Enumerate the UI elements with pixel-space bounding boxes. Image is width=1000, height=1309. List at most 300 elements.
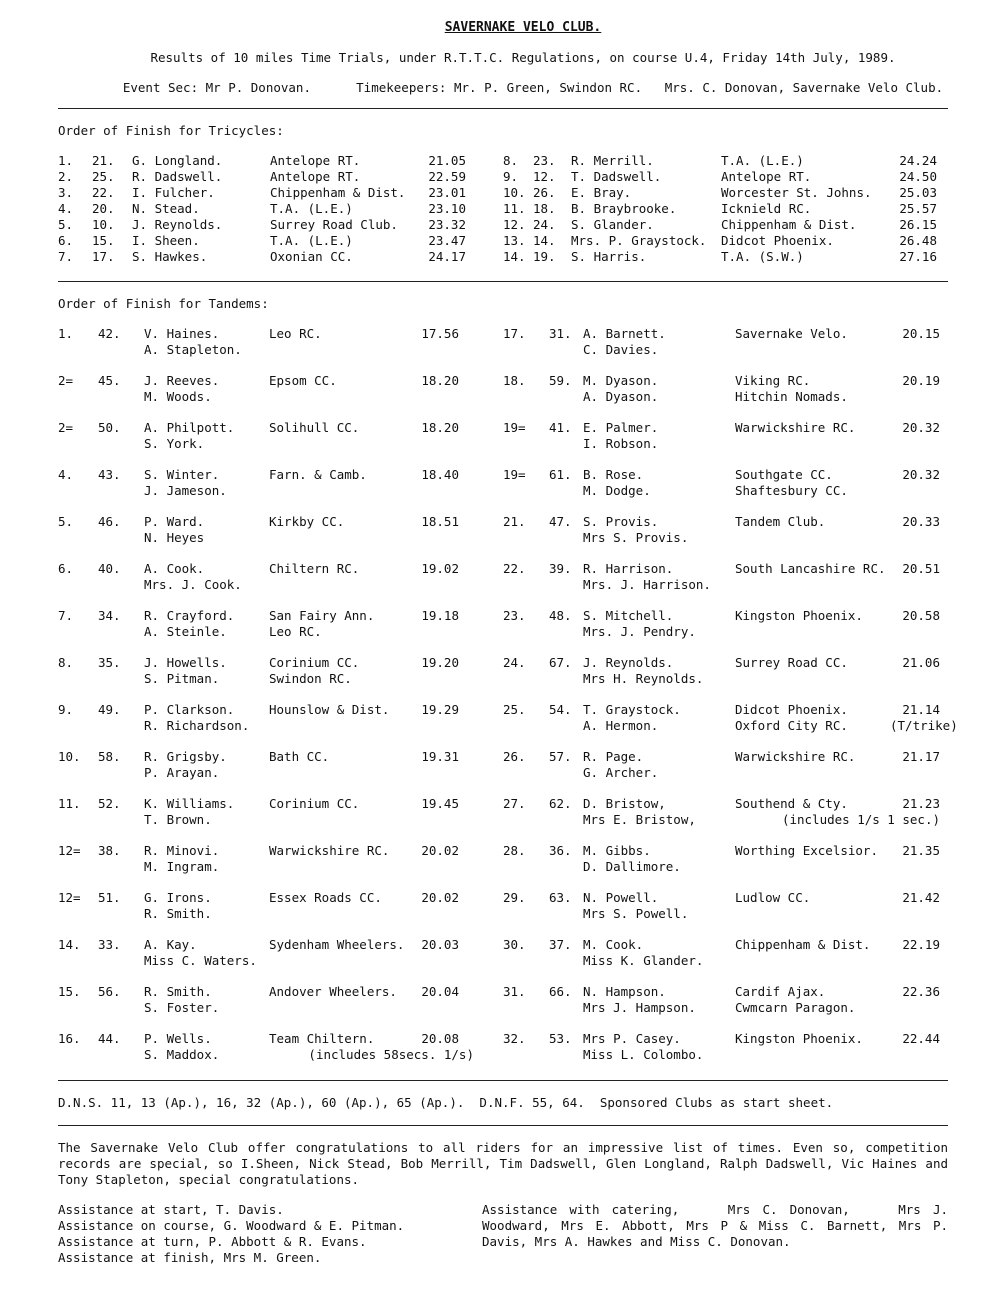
rider-name: Mrs. P. Graystock. <box>571 233 707 248</box>
tandem-number: 54. <box>549 702 572 717</box>
tandem-clubs <box>735 702 890 749</box>
tandem-number: 33. <box>98 937 121 952</box>
tandem-clubs <box>735 373 890 420</box>
finish-time-cell <box>409 984 459 1031</box>
rider-number: 23. <box>533 153 556 168</box>
finish-time-cell <box>890 608 940 655</box>
rider-name: R. Dadswell. <box>132 169 223 184</box>
tandem-riders <box>144 326 269 373</box>
tandem-result-row <box>58 467 503 514</box>
tandem-riders <box>144 514 269 561</box>
finish-time: 22.59 <box>428 169 466 184</box>
tandem-riders <box>144 890 269 937</box>
tandem-clubs <box>735 749 890 796</box>
club-name: Chippenham & Dist. <box>735 937 871 952</box>
rider-name: Mrs. J. Harrison. <box>583 577 711 592</box>
club-name: Icknield RC. <box>721 201 812 216</box>
club-name: Worcester St. Johns. <box>721 185 872 200</box>
club-name: Didcot Phoenix. <box>721 233 834 248</box>
finish-position: 4. <box>58 467 74 482</box>
finish-time-cell <box>890 561 940 608</box>
tandem-clubs <box>735 843 890 890</box>
finish-time: 20.04 <box>421 984 459 999</box>
tandem-number: 41. <box>549 420 572 435</box>
club-name: Ludlow CC. <box>735 890 811 905</box>
tandem-number: 53. <box>549 1031 572 1046</box>
tandems-results <box>58 326 958 1078</box>
finish-position: 7. <box>58 249 74 264</box>
club-name: Oxford City RC. <box>735 718 848 733</box>
finish-time: 18.51 <box>421 514 459 529</box>
club-name: Sydenham Wheelers. <box>269 937 405 952</box>
club-name: Leo RC. <box>269 624 322 639</box>
rider-name: A. Kay. <box>144 937 197 952</box>
finish-time-cell <box>409 890 459 937</box>
tandem-result-row <box>503 326 948 373</box>
club-name: Southend & Cty. <box>735 796 848 811</box>
rider-name: Mrs P. Casey. <box>583 1031 681 1046</box>
tricycle-result-row <box>58 185 503 201</box>
tandem-riders <box>583 843 735 890</box>
finish-position: 23. <box>503 608 526 623</box>
tandem-number: 44. <box>98 1031 121 1046</box>
club-name: T.A. (L.E.) <box>721 153 804 168</box>
finish-time: 21.35 <box>902 843 940 858</box>
tandem-number: 63. <box>549 890 572 905</box>
assistance-left <box>58 1202 482 1266</box>
finish-time: 18.20 <box>421 420 459 435</box>
tricycle-result-row <box>58 201 503 217</box>
club-name: Worthing Excelsior. <box>735 843 878 858</box>
tandem-result-row <box>503 749 948 796</box>
finish-time: 23.47 <box>428 233 466 248</box>
tandem-number: 57. <box>549 749 572 764</box>
finish-time: 21.42 <box>902 890 940 905</box>
tandem-clubs <box>269 843 409 890</box>
finish-time-cell <box>409 373 459 420</box>
tandem-result-row <box>503 937 948 984</box>
tandem-number: 43. <box>98 467 121 482</box>
rider-name: S. Maddox. <box>144 1047 220 1062</box>
finish-time-cell <box>890 702 958 749</box>
tricycles-results <box>58 153 948 265</box>
tandem-riders <box>144 608 269 655</box>
club-name: Chippenham & Dist. <box>270 185 406 200</box>
club-name: Hounslow & Dist. <box>269 702 390 717</box>
rider-name: R. Merrill. <box>571 153 654 168</box>
club-name: Antelope RT. <box>270 169 361 184</box>
finish-position: 24. <box>503 655 526 670</box>
club-name: Surrey Road CC. <box>735 655 848 670</box>
finish-position: 10. <box>58 749 81 764</box>
tandem-clubs <box>269 749 409 796</box>
tandem-result-row <box>58 843 503 890</box>
finish-time-cell <box>890 467 940 514</box>
tricycle-result-row <box>58 217 503 233</box>
finish-time: 20.51 <box>902 561 940 576</box>
club-name: Chippenham & Dist. <box>721 217 857 232</box>
machine-note: (T/trike) <box>890 718 958 733</box>
tandem-number: 51. <box>98 890 121 905</box>
finish-time: 23.01 <box>428 185 466 200</box>
tricycle-result-row <box>503 217 948 233</box>
assistance-start: Assistance at start, T. Davis. <box>58 1202 284 1217</box>
tandem-number: 38. <box>98 843 121 858</box>
tandem-clubs <box>735 420 890 467</box>
finish-time: 23.10 <box>428 201 466 216</box>
finish-position: 5. <box>58 514 74 529</box>
divider <box>58 1080 948 1081</box>
finish-time: 18.20 <box>421 373 459 388</box>
finish-time-cell <box>890 420 940 467</box>
rider-name: S. Harris. <box>571 249 647 264</box>
finish-time: 20.03 <box>421 937 459 952</box>
club-name: Hitchin Nomads. <box>735 389 848 404</box>
tandem-result-row <box>58 655 503 702</box>
tandem-riders <box>583 467 735 514</box>
club-name: T.A. (L.E.) <box>270 233 353 248</box>
club-name: Warwickshire RC. <box>735 420 856 435</box>
rider-name: R. Harrison. <box>583 561 674 576</box>
finish-position: 17. <box>503 326 526 341</box>
rider-name: A. Cook. <box>144 561 205 576</box>
rider-name: E. Palmer. <box>583 420 659 435</box>
club-name: Oxonian CC. <box>270 249 353 264</box>
club-name: Warwickshire RC. <box>735 749 856 764</box>
finish-position: 5. <box>58 217 74 232</box>
rider-name: I. Sheen. <box>132 233 200 248</box>
tandem-riders <box>144 937 269 984</box>
club-name: Epsom CC. <box>269 373 337 388</box>
club-name: T.A. (S.W.) <box>721 249 804 264</box>
finish-position: 6. <box>58 233 74 248</box>
rider-name: S. Foster. <box>144 1000 220 1015</box>
tandem-clubs <box>735 984 890 1031</box>
assistance-finish: Assistance at finish, Mrs M. Green. <box>58 1250 322 1265</box>
club-name: Farn. & Camb. <box>269 467 367 482</box>
club-name: Savernake Velo. <box>735 326 848 341</box>
tandem-clubs <box>269 326 409 373</box>
finish-position: 11. <box>503 201 526 216</box>
tandem-clubs <box>735 655 890 702</box>
club-name: Warwickshire RC. <box>269 843 390 858</box>
assistance-catering: Assistance with catering, Mrs C. Donovan, Mrs J. Woodward, Mrs E. Abbott, Mrs P & Miss C. Barnett, Mrs P. Davis, Mrs A. Hawkes and Miss C. Donovan. <box>482 1202 956 1249</box>
finish-position: 13. <box>503 233 526 248</box>
finish-time: 20.32 <box>902 467 940 482</box>
club-title: SAVERNAKE VELO CLUB. <box>444 20 602 35</box>
rider-name: G. Archer. <box>583 765 659 780</box>
rider-name: R. Grigsby. <box>144 749 227 764</box>
tandem-riders <box>583 796 735 843</box>
club-name: Kirkby CC. <box>269 514 345 529</box>
finish-time-cell <box>409 1031 459 1078</box>
finish-time: 17.56 <box>421 326 459 341</box>
finish-time: 21.23 <box>902 796 940 811</box>
finish-time: 22.36 <box>902 984 940 999</box>
divider <box>58 281 948 282</box>
rider-name: M. Cook. <box>583 937 644 952</box>
rider-name: R. Richardson. <box>144 718 250 733</box>
rider-name: A. Philpott. <box>144 420 235 435</box>
finish-time-cell <box>409 796 459 843</box>
tandem-clubs <box>735 467 890 514</box>
rider-name: S. Glander. <box>571 217 654 232</box>
rider-name: S. Provis. <box>583 514 659 529</box>
tandems-left-column <box>58 326 503 1078</box>
finish-time: 20.02 <box>421 890 459 905</box>
finish-position: 25. <box>503 702 526 717</box>
tandem-result-row <box>503 514 948 561</box>
tandem-riders <box>583 702 735 749</box>
time-note: (includes 58secs. 1/s) <box>308 1047 474 1062</box>
tandem-riders <box>144 1031 269 1078</box>
finish-time-cell <box>409 514 459 561</box>
tandem-result-row <box>58 796 503 843</box>
tandem-result-row <box>58 749 503 796</box>
tandem-result-row <box>503 984 948 1031</box>
finish-time-cell <box>409 420 459 467</box>
rider-name: Mrs S. Powell. <box>583 906 689 921</box>
finish-time: 22.19 <box>902 937 940 952</box>
tandem-riders <box>583 514 735 561</box>
tandem-riders <box>144 984 269 1031</box>
rider-name: I. Fulcher. <box>132 185 215 200</box>
finish-position: 4. <box>58 201 74 216</box>
rider-name: P. Wells. <box>144 1031 212 1046</box>
rider-name: Mrs. J. Pendry. <box>583 624 696 639</box>
finish-time: 25.57 <box>899 201 937 216</box>
finish-time: 24.17 <box>428 249 466 264</box>
finish-time-cell <box>409 937 459 984</box>
tandem-clubs <box>269 984 409 1031</box>
club-name: Southgate CC. <box>735 467 833 482</box>
finish-time-cell <box>890 843 940 890</box>
finish-time-cell <box>890 1031 940 1078</box>
rider-name: P. Clarkson. <box>144 702 235 717</box>
finish-position: 29. <box>503 890 526 905</box>
rider-name: S. Pitman. <box>144 671 220 686</box>
rider-name: M. Ingram. <box>144 859 220 874</box>
finish-position: 9. <box>58 702 74 717</box>
finish-time-cell <box>890 984 940 1031</box>
tandem-clubs <box>269 420 409 467</box>
tandem-riders <box>144 467 269 514</box>
rider-name: R. Crayford. <box>144 608 235 623</box>
tandem-result-row <box>503 890 948 937</box>
finish-time: 26.15 <box>899 217 937 232</box>
tandem-clubs <box>269 796 409 843</box>
tandem-number: 35. <box>98 655 121 670</box>
tandem-result-row <box>58 984 503 1031</box>
tandem-clubs <box>735 937 890 984</box>
rider-name: S. York. <box>144 436 205 451</box>
finish-time: 23.32 <box>428 217 466 232</box>
rider-name: C. Davies. <box>583 342 659 357</box>
club-name: Swindon RC. <box>269 671 352 686</box>
tandem-number: 50. <box>98 420 121 435</box>
finish-time: 20.58 <box>902 608 940 623</box>
rider-name: G. Longland. <box>132 153 223 168</box>
finish-time: 25.03 <box>899 185 937 200</box>
rider-name: R. Page. <box>583 749 644 764</box>
tricycle-result-row <box>58 249 503 265</box>
tandem-result-row <box>58 420 503 467</box>
club-name: Team Chiltern. <box>269 1031 375 1046</box>
tricycle-result-row <box>58 233 503 249</box>
rider-name: D. Bristow, <box>583 796 666 811</box>
rider-number: 26. <box>533 185 556 200</box>
club-name: Chiltern RC. <box>269 561 360 576</box>
tandem-riders <box>583 561 735 608</box>
tandem-result-row <box>503 843 948 890</box>
tandem-number: 34. <box>98 608 121 623</box>
tandem-number: 42. <box>98 326 121 341</box>
rider-name: Mrs S. Provis. <box>583 530 689 545</box>
club-name: Solihull CC. <box>269 420 360 435</box>
finish-time: 21.05 <box>428 153 466 168</box>
assistance-section <box>58 1202 956 1266</box>
finish-time: 19.29 <box>421 702 459 717</box>
rider-name: A. Dyason. <box>583 389 659 404</box>
rider-name: A. Steinle. <box>144 624 227 639</box>
tandem-clubs <box>269 702 409 749</box>
tandem-clubs <box>735 326 890 373</box>
rider-name: Miss C. Waters. <box>144 953 257 968</box>
rider-number: 18. <box>533 201 556 216</box>
tandem-number: 66. <box>549 984 572 999</box>
finish-time-cell <box>890 514 940 561</box>
tandem-result-row <box>503 702 958 749</box>
tandem-clubs <box>735 608 890 655</box>
finish-position: 2= <box>58 420 74 435</box>
finish-time: 22.44 <box>902 1031 940 1046</box>
finish-position: 12. <box>503 217 526 232</box>
tandem-clubs <box>269 890 409 937</box>
rider-name: V. Haines. <box>144 326 220 341</box>
finish-time-cell <box>409 561 459 608</box>
congratulations-paragraph: The Savernake Velo Club offer congratulations to all riders for an impressive list of times. Even so, competition records are special, so I.Sheen, Nick Stead, Bob Merrill, Tim Dadswell, Glen Longland, Ralph Dadswell, Vic Haines and Tony Stapleton, special congratulations. <box>58 1140 948 1187</box>
finish-time-cell <box>890 796 940 843</box>
tandem-number: 31. <box>549 326 572 341</box>
finish-time-cell <box>890 655 940 702</box>
rider-name: Miss K. Glander. <box>583 953 704 968</box>
finish-time: 20.33 <box>902 514 940 529</box>
finish-position: 15. <box>58 984 81 999</box>
tandem-clubs <box>735 1031 890 1078</box>
tandem-clubs <box>269 561 409 608</box>
rider-name: G. Irons. <box>144 890 212 905</box>
club-name: Leo RC. <box>269 326 322 341</box>
rider-number: 14. <box>533 233 556 248</box>
tricycle-result-row <box>503 185 948 201</box>
rider-name: A. Stapleton. <box>144 342 242 357</box>
rider-name: M. Dodge. <box>583 483 651 498</box>
club-name: Essex Roads CC. <box>269 890 382 905</box>
rider-number: 12. <box>533 169 556 184</box>
club-name: Kingston Phoenix. <box>735 608 863 623</box>
tandem-riders <box>144 655 269 702</box>
finish-position: 8. <box>58 655 74 670</box>
tandem-number: 46. <box>98 514 121 529</box>
tandem-number: 61. <box>549 467 572 482</box>
tandem-riders <box>583 984 735 1031</box>
finish-position: 18. <box>503 373 526 388</box>
club-name: Corinium CC. <box>269 796 360 811</box>
rider-number: 21. <box>92 153 115 168</box>
rider-name: B. Braybrooke. <box>571 201 677 216</box>
tandem-result-row <box>58 937 503 984</box>
finish-position: 2= <box>58 373 74 388</box>
tandem-result-row <box>503 1031 948 1078</box>
rider-name: S. Winter. <box>144 467 220 482</box>
rider-name: J. Reeves. <box>144 373 220 388</box>
rider-name: T. Brown. <box>144 812 212 827</box>
finish-time-cell <box>890 749 940 796</box>
tandem-clubs <box>269 937 409 984</box>
divider <box>58 108 948 109</box>
tandem-result-row <box>503 608 948 655</box>
tricycles-heading: Order of Finish for Tricycles: <box>58 123 284 138</box>
tandem-clubs <box>269 655 409 702</box>
tandem-result-row <box>58 702 503 749</box>
club-name: Didcot Phoenix. <box>735 702 848 717</box>
club-name: Antelope RT. <box>270 153 361 168</box>
club-name: Cardif Ajax. <box>735 984 826 999</box>
rider-name: R. Smith. <box>144 984 212 999</box>
finish-position: 19= <box>503 467 526 482</box>
tandem-riders <box>583 749 735 796</box>
rider-name: M. Dyason. <box>583 373 659 388</box>
tandem-riders <box>144 843 269 890</box>
tandem-riders <box>583 326 735 373</box>
tricycle-result-row <box>503 233 948 249</box>
tricycles-right-column <box>503 153 948 265</box>
rider-name: Mrs J. Hampson. <box>583 1000 696 1015</box>
results-sheet <box>58 20 958 1266</box>
club-name: South Lancashire RC. <box>735 561 886 576</box>
finish-position: 21. <box>503 514 526 529</box>
finish-time-cell <box>409 326 459 373</box>
club-name: Viking RC. <box>735 373 811 388</box>
finish-position: 30. <box>503 937 526 952</box>
finish-position: 28. <box>503 843 526 858</box>
tandem-result-row <box>58 890 503 937</box>
tandem-number: 49. <box>98 702 121 717</box>
club-name: Tandem Club. <box>735 514 826 529</box>
finish-position: 32. <box>503 1031 526 1046</box>
finish-position: 14. <box>503 249 526 264</box>
tricycle-result-row <box>503 169 948 185</box>
finish-time: 21.06 <box>902 655 940 670</box>
tricycle-result-row <box>58 153 503 169</box>
finish-position: 8. <box>503 153 519 168</box>
club-name: Surrey Road Club. <box>270 217 398 232</box>
finish-position: 6. <box>58 561 74 576</box>
finish-position: 1. <box>58 326 74 341</box>
finish-position: 22. <box>503 561 526 576</box>
tandem-clubs <box>269 608 409 655</box>
rider-name: S. Mitchell. <box>583 608 674 623</box>
rider-name: S. Hawkes. <box>132 249 208 264</box>
tandem-result-row <box>503 373 948 420</box>
tandem-number: 67. <box>549 655 572 670</box>
rider-name: R. Minovi. <box>144 843 220 858</box>
finish-time: 20.15 <box>902 326 940 341</box>
finish-time-cell <box>890 890 940 937</box>
rider-name: Mrs. J. Cook. <box>144 577 242 592</box>
finish-position: 27. <box>503 796 526 811</box>
tandem-result-row <box>58 561 503 608</box>
